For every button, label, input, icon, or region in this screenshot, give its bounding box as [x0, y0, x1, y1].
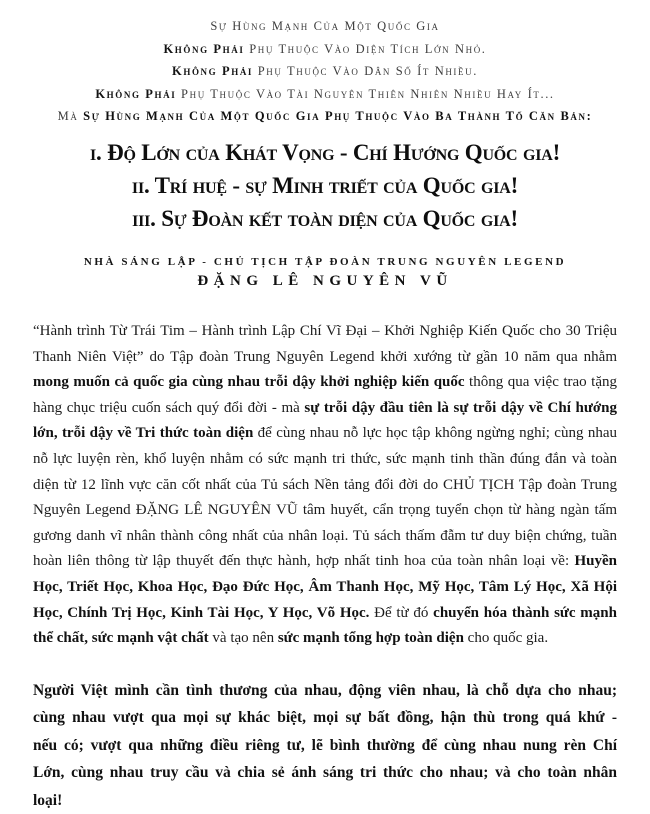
epigraph-negation-3 — [33, 88, 617, 101]
negation-text: Phụ Thuộc Vào Tài Nguyên Thiên Nhiên Nhiều Hay Ít... — [176, 86, 555, 101]
body-segment: “Hành trình Từ Trái Tim – Hành trình Lập Chí Vĩ Đại – Khởi Nghiệp Kiến Quốc cho 30 Triệu Thanh Niên Việt” do Tập đoàn Trung Nguyên Legend khởi xướng từ gần 10 năm qua nhằm — [33, 323, 617, 365]
negation-text: Phụ Thuộc Vào Diện Tích Lớn Nhỏ. — [244, 41, 487, 56]
body-segment-bold: mong muốn cả quốc gia cùng nhau trỗi dậy khởi nghiệp kiến quốc — [33, 374, 465, 391]
body-segment-bold: Huyền Học, Triết Học, Khoa Học, Đạo Đức Học, Âm Thanh Học, Mỹ Học, Tâm Lý Học, Xã Hội Học, Chính Trị Học, Kinh Tài Học, Y Học, Võ Học. — [33, 553, 617, 621]
headline-3: iii. Sự Đoàn kết toàn diện của Quốc gia! — [132, 206, 518, 231]
author-role: NHÀ SÁNG LẬP - CHỦ TỊCH TẬP ĐOÀN TRUNG NGUYÊN LEGEND — [83, 256, 567, 268]
body-segment: thông qua việc trao tặng hàng chục triệu cuốn sách quý đổi đời - mà — [33, 374, 617, 416]
headline-2: ii. Trí huệ - sự Minh triết của Quốc gia! — [131, 173, 519, 198]
epigraph-line-1 — [33, 20, 617, 33]
epigraph-negation-2 — [33, 65, 617, 78]
author-name: ĐẶNG LÊ NGUYÊN VŨ — [197, 273, 453, 289]
body-segment-bold: sức mạnh tổng hợp toàn diện — [277, 630, 464, 647]
body-segment: cho quốc gia. — [463, 630, 549, 647]
conclusion-prefix: Mà — [57, 109, 84, 123]
body-segment: và tạo nên — [208, 630, 278, 647]
negation-emphasis: Không Phải — [95, 86, 177, 101]
negation-emphasis: Không Phải — [163, 41, 245, 56]
body-segment-bold: chuyển hóa thành sức mạnh thể chất, sức mạnh vật chất — [33, 604, 617, 647]
headline-block — [33, 136, 617, 235]
closing-paragraph: Người Việt mình cần tình thương của nhau, động viên nhau, là chỗ dựa cho nhau; cùng nhau vượt qua mọi sự khác biệt, mọi sự bất đồng, hận thù trong quá khứ - nếu có; vượt qua những điều riêng tư, lẽ bình thường để cùng nhau nung rèn Chí Lớn, cùng nhau truy cầu và chia sẻ ánh sáng tri thức cho nhau; và cho toàn nhân loại! — [33, 681, 617, 809]
body-segment-bold: sự trỗi dậy đầu tiên là sự trỗi dậy về Chí hướng lớn, trỗi dậy về Tri thức toàn diện — [33, 399, 617, 442]
headline-1: i. Độ Lớn của Khát Vọng - Chí Hướng Quốc gia! — [89, 140, 561, 165]
author-credit — [33, 256, 617, 290]
negation-emphasis: Không Phải — [172, 64, 254, 78]
body-segment: để cùng nhau nỗ lực học tập không ngừng nghỉ; cùng nhau nỗ lực luyện rèn, khổ luyện nhằm có sức mạnh tri thức, sức mạnh tinh thần đúng đắn và toàn diện từ 12 lĩnh vực căn cốt nhất của Tủ sách Nền tảng đổi đời do CHỦ TỊCH Tập đoàn Trung Nguyên Legend ĐẶNG LÊ NGUYÊN VŨ tâm huyết, cẩn trọng tuyển chọn từ hàng ngàn tấm gương danh vĩ nhân thành công nhất của nhân loại. Tủ sách thấm đẫm tư duy biện chứng, tuần hoàn liên thông từ lập thuyết đến thực hành, hợp nhất tinh hoa của toàn nhân loại về: — [33, 425, 617, 570]
negation-text: Phụ Thuộc Vào Dân Số Ít Nhiều. — [253, 64, 478, 78]
epigraph-block — [33, 20, 617, 123]
epigraph-conclusion — [33, 110, 617, 123]
epigraph-negation-1 — [33, 43, 617, 56]
body-paragraph — [33, 319, 617, 652]
body-segment: Để từ đó — [369, 604, 434, 621]
epigraph-text: Sự Hùng Mạnh Của Một Quốc Gia — [210, 19, 440, 33]
conclusion-emphasis: Sự Hùng Mạnh Của Một Quốc Gia Phụ Thuộc Vào Ba Thành Tố Căn Bản: — [83, 109, 593, 123]
